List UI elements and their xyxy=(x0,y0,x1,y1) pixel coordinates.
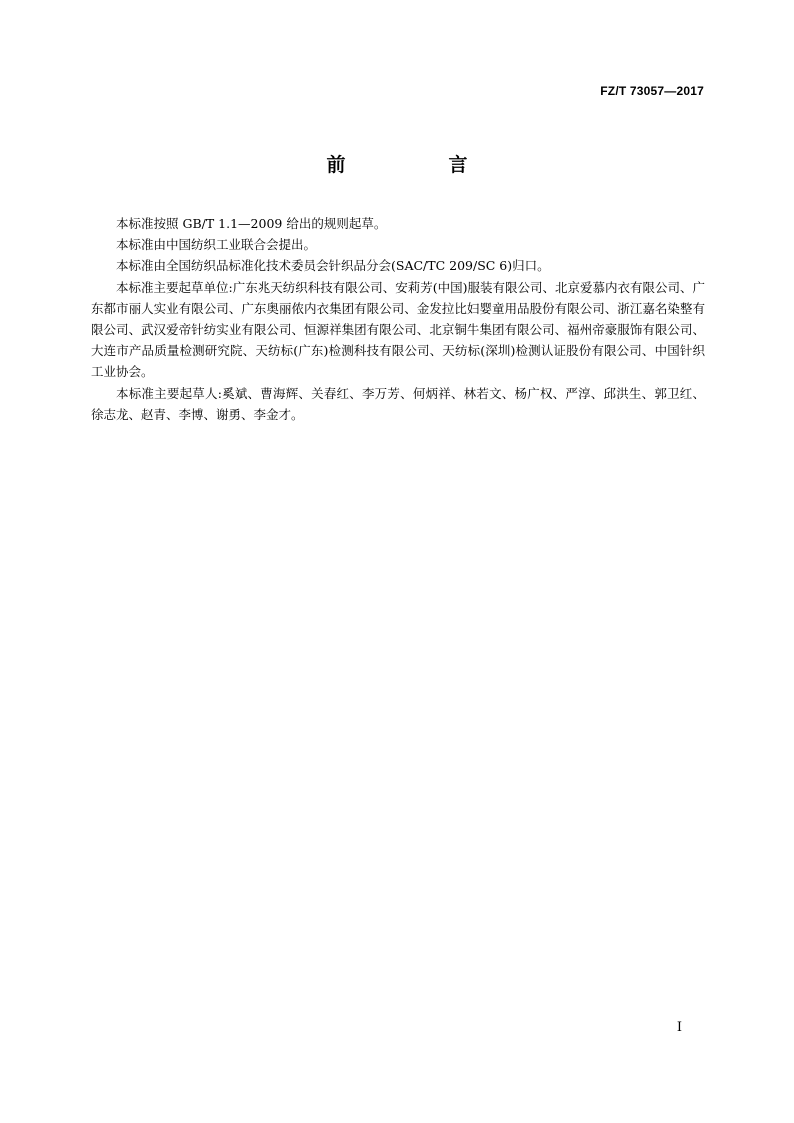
standard-code: FZ/T 73057—2017 xyxy=(600,84,704,98)
paragraph-drafters: 本标准主要起草人:奚斌、曹海辉、关春红、李万芳、何炳祥、林若文、杨广权、严淳、邱洪生、郭卫红、徐志龙、赵青、李博、谢勇、李金才。 xyxy=(91,385,705,422)
paragraph-drafting-rules: 本标准按照 GB/T 1.1—2009 给出的规则起草。 xyxy=(116,216,387,231)
page-title: 前 言 xyxy=(326,154,510,176)
page-number: I xyxy=(676,1020,682,1035)
paragraph-drafting-units: 本标准主要起草单位:广东兆天纺织科技有限公司、安莉芳(中国)服装有限公司、北京爱慕内衣有限公司、广东都市丽人实业有限公司、广东奥丽侬内衣集团有限公司、金发拉比妇婴童用品股份有限公司、浙江嘉名染整有限公司、武汉爱帝针纺实业有限公司、恒源祥集团有限公司、北京铜牛集团有限公司、福州帝豪服饰有限公司、大连市产品质量检测研究院、天纺标(广东)检测科技有限公司、天纺标(深圳)检测认证股份有限公司、中国针织工业协会。 xyxy=(91,279,705,380)
preface-body xyxy=(91,213,705,425)
paragraph-under-jurisdiction: 本标准由全国纺织品标准化技术委员会针织品分会(SAC/TC 209/SC 6)归口。 xyxy=(116,258,550,274)
paragraph-proposed-by: 本标准由中国纺织工业联合会提出。 xyxy=(116,237,317,253)
